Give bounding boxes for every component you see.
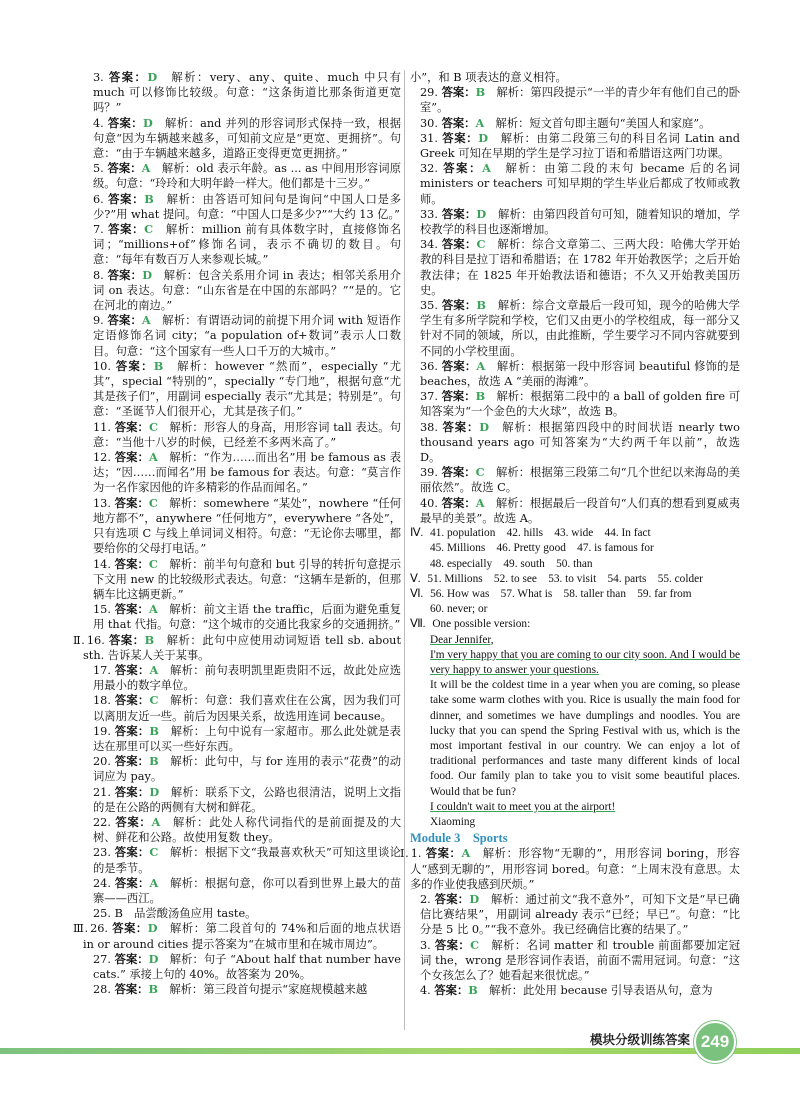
answer-number: 10.	[93, 359, 111, 373]
answer-explanation: 解析：句子 “About half that number have cats.” 承接上句的 40%。故答案为 20%。	[93, 952, 401, 981]
answer-item	[83, 557, 401, 603]
answer-item	[410, 237, 740, 298]
answer-letter: A	[149, 875, 159, 890]
answer-item	[410, 359, 740, 389]
answer-letter: A	[149, 662, 159, 677]
answer-explanation: 解析：前句表明凯里距贵阳不远，故此处应选用最小的数字单位。	[93, 663, 401, 693]
section-6-line-2: 60. never; or	[430, 603, 488, 616]
answer-item	[83, 815, 401, 845]
answer-explanation: 解析：somewhere “某处”，nowhere “任何地方都不”，anywhere “任何地方”，everywhere “各处”，只有选项 C 与线上单词词义相符。句意：“无论你去哪里，都要给你的父母打电话。”	[93, 496, 401, 556]
section-5-label: Ⅴ.	[410, 572, 421, 585]
answer-explanation: 解析：通过前文“我不意外”，可知下文是“早已确信比赛结果”，用副词 already 表示“已经；早已”。句意：“比分是 5 比 0。”“我不意外。我已经确信比赛的结果了。”	[420, 892, 740, 937]
answer-explanation: 解析：根据第三段第二句“几个世纪以来海岛的美丽依然”。故选 C。	[420, 466, 740, 495]
answer-number: 25.	[93, 907, 111, 921]
answer-number: 3.	[93, 71, 104, 84]
answer-explanation: 解析：根据第一段中形容词 beautiful 修饰的是 beaches，故选 A “美丽的海滩”。	[420, 359, 740, 389]
answer-letter: B	[144, 191, 154, 206]
answer-item	[83, 982, 401, 997]
answer-letter: C	[476, 237, 486, 252]
section-4	[410, 526, 740, 572]
answer-item	[83, 313, 401, 359]
answer-letter: A	[149, 450, 158, 465]
answer-number: 29.	[420, 86, 438, 100]
answer-item	[410, 298, 740, 359]
answer-explanation: 解析：此处人称代词指代的是前面提及的大树、鲜花和公路。故使用复数 they。	[93, 815, 401, 845]
section-5-line: 51. Millions 52. to see 53. to visit 54. parts 55. colder	[427, 572, 703, 585]
answer-explanation: 解析：根据第二段中的 a ball of golden fire 可知答案为“一个金色的大火球”，故选 B。	[420, 390, 741, 419]
answer-letter: D	[147, 921, 158, 936]
answer-number: 39.	[420, 466, 438, 480]
answer-explanation: 解析：短文首句即主题句“美国人和家庭”。	[484, 116, 711, 130]
answer-letter: D	[142, 267, 152, 282]
answer-label: 答案：	[441, 465, 476, 480]
answer-number: 28.	[93, 983, 111, 997]
answer-number: 40.	[420, 496, 438, 510]
section-6-line-1: 56. How was 57. What is 58. taller than 59. far from	[430, 587, 692, 600]
column-divider	[404, 70, 405, 1030]
letter-signature: Xiaoming	[430, 815, 476, 828]
answer-explanation: 解析：包含关系用介词 in 表达；相邻关系用介词 on 表达。句意：“山东省是在中国的东部吗？”“是的。它在河北的南边。”	[93, 268, 401, 313]
answer-number: 21.	[93, 785, 111, 799]
answer-item	[83, 876, 401, 906]
letter-opening: I'm very happy that you are coming to our city soon. And I would be very happy to answer your questions.	[430, 648, 740, 676]
right-top-continuation: 小”，和 B 项表达的意义相符。	[410, 71, 567, 84]
answer-item	[83, 222, 401, 268]
answer-number: 31.	[420, 131, 438, 145]
answer-label: 答案：	[114, 754, 150, 769]
section-label: Ⅲ.	[73, 922, 89, 936]
answer-explanation: 解析：第三段首句提示“家庭规模越来越	[158, 983, 368, 997]
module-heading: Module 3 Sports	[410, 831, 508, 846]
answer-label: 答案：	[114, 723, 150, 738]
answer-item	[83, 845, 401, 875]
answer-letter: A	[151, 814, 161, 829]
answer-label: 答案：	[114, 951, 149, 966]
answer-letter: A	[475, 495, 485, 510]
answer-letter: A	[141, 313, 151, 328]
section-label: Ⅱ.	[73, 633, 85, 647]
answer-number: 4.	[93, 116, 104, 130]
answer-label: 答案：	[441, 358, 477, 373]
answer-letter: D	[478, 130, 489, 145]
answer-item	[410, 131, 740, 161]
letter-body: It will be the coldest time in a year when you are coming, so please take some warm clothes with you. Rice is usually the main food for dinner, and sometimes we have dumplings and noodles. You are lucky that you can spend the Spring Festival with us, which is the most important festival in our country. We can enjoy a lot of traditional performances and taste many different kinds of local food. Our family plan to take you to visit some beautiful places. Would that be fun?	[430, 679, 740, 798]
page-number: 249	[694, 1021, 736, 1063]
answer-number: 36.	[420, 359, 438, 373]
answer-number: 16.	[86, 633, 105, 647]
answer-number: 20.	[93, 755, 111, 769]
answer-label: 答案：	[114, 602, 149, 617]
answer-explanation: 解析：根据下文“我最喜欢秋天”可知这里谈论的是季节。	[93, 846, 401, 875]
section-6	[410, 587, 740, 617]
left-column	[73, 70, 402, 997]
section-7	[410, 617, 740, 830]
answer-number: 4.	[420, 984, 431, 998]
answer-label: 答案：	[434, 983, 469, 998]
answer-letter: C	[148, 419, 158, 434]
answer-letter: B	[476, 298, 487, 313]
answer-letter: D	[469, 891, 480, 906]
section-4-line-1: 41. population 42. hills 43. wide 44. In fact	[430, 527, 651, 540]
answer-letter: C	[149, 845, 159, 860]
answer-number: 35.	[420, 299, 438, 313]
answer-explanation: 解析：million 前有具体数字时，直接修饰名词；“millions+of”修饰名词，表示不确切的数目。句意：“每年有数百万人来参观长城。”	[93, 223, 401, 267]
answer-label: 答案：	[441, 298, 477, 313]
answer-explanation: 解析：由第四段首句可知，随着知识的增加，学校教学的科目也逐渐增加。	[420, 207, 740, 237]
answer-number: 17.	[93, 663, 111, 677]
answer-letter: C	[148, 495, 158, 510]
answer-label: 答案：	[114, 784, 150, 799]
section-6-label: Ⅵ.	[410, 587, 424, 600]
answer-explanation: 解析：and 并列的形容词形式保持一致，根据句意“因为车辆越来越多，可知前文应是“更宽、更拥挤”。句意：“由于车辆越来越多，道路正变得更宽更拥挤。”	[93, 116, 401, 161]
answer-label: 答案：	[107, 115, 144, 130]
answer-number: 34.	[420, 238, 438, 252]
answer-explanation: 解析：名词 matter 和 trouble 前面都要加定冠词 the，wrong 是形容词作表语，前面不需用冠词。句意：“这个女孩怎么了？她看起来很忧虑。”	[420, 938, 740, 982]
answer-label: 答案：	[108, 632, 145, 647]
answer-number: 38.	[420, 420, 438, 434]
answer-item	[410, 496, 740, 526]
answer-label: 答案：	[425, 846, 462, 861]
answer-item	[410, 420, 740, 466]
answer-letter: D	[147, 70, 158, 84]
answer-letter: C	[144, 222, 154, 237]
answer-label: 答案：	[107, 267, 143, 282]
answer-number: 2.	[420, 892, 431, 906]
answer-explanation: 解析：上句中说有一家超市。那么此处就是表达在那里可以买一些好东西。	[93, 724, 401, 753]
answer-letter: C	[475, 465, 485, 480]
answer-explanation: 解析：very、any、quite、much 中只有 much 可以修饰比较级。句意：“这条街道比那条街道更宽吗？”	[93, 71, 401, 115]
answer-item	[83, 602, 401, 632]
section-4-label: Ⅳ.	[410, 527, 424, 540]
answer-letter: B	[148, 982, 159, 997]
answer-letter: C	[470, 937, 480, 952]
answer-number: 32.	[420, 162, 438, 176]
answer-explanation: 解析：由第二段第三句的科目名词 Latin and Greek 可知在早期的学生是学习拉丁语和希腊语这两门功课。	[420, 131, 740, 161]
answer-letter: D	[143, 115, 153, 130]
answer-label: 答案：	[441, 85, 476, 100]
answer-explanation: 解析：综合文章最后一段可知，现今的哈佛大学学生有多所学院和学校，它们又由更小的学校组成，每一部分又针对不同的领域，所以，由此推断，学生要学习不同内容就要到不同的小学校里面。	[420, 299, 740, 358]
answer-label: 答案：	[114, 495, 149, 510]
answer-label: 答案：	[441, 495, 476, 510]
answer-letter: B	[468, 983, 478, 998]
answer-item	[83, 724, 401, 754]
answer-number: 13.	[93, 496, 111, 510]
answer-letter: C	[148, 556, 158, 571]
answer-number: 26.	[90, 922, 109, 936]
answer-item	[83, 693, 401, 723]
answer-item	[83, 268, 401, 314]
answer-number: 9.	[93, 314, 104, 328]
answer-explanation: 解析：前半句句意和 but 引导的转折句意提示下文用 new 的比较级形式表达。句意：“这辆车是新的，但那辆车比这辆更新。”	[93, 557, 401, 601]
answer-letter: C	[149, 693, 159, 708]
answer-item	[73, 632, 401, 663]
answer-explanation: 解析：前文主语 the traffic，后面为避免重复用 that 代指。句意：“这个城市的交通比我家乡的交通拥挤。”	[93, 603, 401, 632]
answer-letter: B	[153, 358, 164, 373]
section-4-line-2: 45. Millions 46. Pretty good 47. is famous for	[430, 542, 654, 555]
answer-label: 答案：	[114, 662, 150, 677]
answer-letter: A	[148, 602, 158, 617]
answer-explanation: 解析：old 表示年龄。as ... as 中间用形容词原级。句意：“玲玲和大明年龄一样大。他们都是十三岁。”	[93, 162, 401, 191]
answer-label: 答案：	[114, 450, 150, 465]
answer-item	[83, 906, 401, 921]
answer-label: 答案：	[114, 419, 149, 434]
answer-explanation: 解析：第四段提示“一半的青少年有他们自己的卧室”。	[420, 86, 740, 115]
answer-number: 14.	[93, 557, 111, 571]
answer-label: 答案：	[434, 891, 470, 906]
answer-label: 答案：	[108, 191, 145, 206]
module-answer-list	[400, 846, 740, 998]
answer-label: 答案：	[442, 419, 480, 434]
answer-number: 15.	[93, 603, 111, 617]
answer-item	[83, 192, 401, 222]
answer-item	[410, 85, 740, 115]
answer-number: 19.	[93, 724, 111, 738]
answer-letter: D	[476, 206, 487, 221]
answer-item	[83, 161, 401, 191]
section-7-intro: One possible version:	[432, 618, 531, 631]
right-answer-list	[410, 85, 740, 526]
answer-number: 3.	[420, 938, 431, 952]
answer-item	[83, 420, 401, 450]
answer-item	[410, 938, 740, 984]
answer-explanation: 解析：根据第四段中的时间状语 nearly two thousand years ago 可知答案为“大约两千年以前”，故选 D。	[420, 420, 740, 465]
answer-label: 答案：	[114, 982, 149, 997]
answer-number: 7.	[93, 223, 104, 237]
answer-item	[83, 754, 401, 784]
answer-item	[83, 450, 401, 496]
answer-number: 8.	[93, 268, 104, 282]
answer-explanation: 解析：第二段首句的 74%和后面的地点状语 in or around cities 提示答案为“在城市里和在城市周边”。	[83, 922, 401, 951]
letter-closing: I couldn't wait to meet you at the airport!	[430, 800, 616, 813]
answer-item	[73, 921, 401, 951]
answer-item	[410, 389, 740, 419]
answer-explanation: 解析：根据句意，你可以看到世界上最大的苗寨——西江。	[93, 876, 401, 905]
answer-explanation: 解析：however “然而”，especially “尤其”，special “特别的”，specially “专门地”，根据句意“尤其是孩子们”，用副词 especially 表示“尤其是；特别是”。句意：“圣诞节人们很开心，尤其是孩子们。”	[93, 359, 402, 419]
answer-label: 答案：	[115, 358, 154, 373]
answer-item	[410, 116, 740, 131]
answer-letter: A	[461, 846, 471, 861]
answer-label: 答案：	[434, 937, 471, 952]
answer-letter: B	[144, 632, 155, 647]
section-4-line-3: 48. especially 49. south 50. than	[430, 557, 593, 570]
answer-letter: B	[149, 723, 159, 738]
answer-number: 5.	[93, 162, 104, 176]
answer-item	[83, 116, 401, 162]
answer-number: 12.	[93, 451, 111, 465]
answer-label: 答案：	[107, 161, 142, 176]
answer-explanation: 解析：联系下文，公路也很清洁，说明上文指的是在公路的两侧有大树和鲜花。	[93, 785, 401, 814]
letter-salutation: Dear Jennifer,	[430, 633, 494, 646]
answer-label: 答案：	[114, 845, 150, 860]
answer-explanation: 解析：形容人的身高，用形容词 tall 表达。句意：“当他十八岁的时候，已经差不多两米高了。”	[93, 420, 402, 449]
answer-letter: A	[141, 161, 151, 176]
answer-label: 答案：	[441, 389, 476, 404]
answer-label: 答案：	[114, 693, 150, 708]
answer-item	[410, 207, 740, 237]
answer-letter: B	[475, 85, 486, 100]
answer-explanation: 解析：形容物“无聊的”，用形容词 boring，形容人“感到无聊的”，用形容词 bored。句意：“上周末没有意思。太多的作业使我感到厌烦。”	[410, 847, 740, 891]
answer-explanation: 解析：根据最后一段首句“人们真的想看到夏威夷最早的美景”。故选 A。	[420, 496, 740, 525]
right-column	[400, 70, 741, 998]
footer-title: 模块分级训练答案	[590, 1032, 691, 1047]
answer-number: 11.	[93, 420, 111, 434]
section-7-label: Ⅶ.	[410, 618, 426, 631]
answer-label: 答案：	[442, 130, 479, 145]
answer-explanation: B 品尝酸汤鱼应用 taste。	[114, 907, 257, 921]
answer-number: 30.	[420, 116, 438, 130]
answer-letter: D	[148, 951, 159, 966]
answer-label: 答案：	[114, 875, 150, 890]
answer-explanation: 解析：由第二段的末句 became 后的名词 ministers or teachers 可知早期的学生毕业后都成了牧师或教师。	[420, 162, 740, 206]
answer-item	[410, 892, 740, 938]
answer-number: 27.	[93, 952, 111, 966]
answer-item	[83, 663, 401, 693]
answer-number: 33.	[420, 207, 438, 221]
answer-label: 答案：	[112, 921, 148, 936]
answer-number: 1.	[410, 847, 422, 861]
answer-item	[83, 785, 401, 815]
answer-number: 24.	[93, 876, 111, 890]
answer-explanation: 解析：综合文章第二、三两大段：哈佛大学开始教的科目是拉丁语和希腊语；在 1782 年开始教医学；之后开始教法律；在 1825 年开始教法语和德语；不久又开始教美国历史。	[420, 238, 740, 297]
answer-letter: B	[475, 389, 486, 404]
answer-item	[83, 952, 401, 982]
answer-label: 答案：	[443, 161, 483, 176]
section-5	[410, 572, 740, 587]
answer-number: 18.	[93, 694, 111, 708]
answer-label: 答案：	[108, 222, 145, 237]
answer-label: 答案：	[107, 313, 142, 328]
answer-item	[410, 161, 740, 207]
answer-label: 答案：	[114, 556, 149, 571]
answer-explanation: 解析：此句中，与 for 连用的表示“花费”的动词应为 pay。	[93, 755, 401, 784]
answer-letter: D	[149, 784, 160, 799]
answer-label: 答案：	[441, 115, 476, 130]
answer-letter: A	[475, 115, 485, 130]
answer-item	[410, 983, 740, 998]
answer-letter: A	[482, 161, 491, 176]
answer-item	[410, 465, 740, 495]
answer-letter: B	[149, 754, 159, 769]
answer-item	[400, 846, 740, 892]
answer-explanation: 解析：有谓语动词的前提下用介词 with 短语作定语修饰名词 city；“a population of+数词”表示人口数目。句意：“这个国家有一些人口千万的大城市。”	[93, 314, 401, 358]
answer-number: 23.	[93, 846, 111, 860]
answer-label: 答案：	[441, 206, 477, 221]
answer-label: 答案：	[108, 70, 148, 84]
section-label: Ⅰ.	[400, 847, 409, 861]
answer-letter: A	[476, 358, 486, 373]
answer-item	[83, 70, 401, 116]
answer-explanation: 解析：句意：我们喜欢住在公寓，因为我们可以离朋友近一些。前后为因果关系，故选用连词 because。	[93, 694, 401, 723]
answer-number: 6.	[93, 192, 104, 206]
answer-number: 37.	[420, 390, 438, 404]
answer-explanation: 解析：此处用 because 引导表语从句，意为	[477, 984, 713, 998]
answer-item	[83, 496, 401, 557]
answer-letter: D	[479, 419, 490, 434]
answer-number: 22.	[93, 815, 111, 829]
answer-label: 答案：	[441, 237, 477, 252]
answer-explanation: 解析：此句中应使用动词短语 tell sb. about sth. 告诉某人关于某事。	[83, 633, 401, 662]
answer-explanation: 解析：由答语可知问句是询问“中国人口是多少?”用 what 提问。句意：“中国人口是多少?”“大约 13 亿。”	[93, 192, 401, 221]
answer-label: 答案：	[115, 814, 152, 829]
answer-item	[83, 359, 401, 420]
answer-explanation: 解析：“作为……而出名”用 be famous as 表达；“因……而闻名”用 be famous for 表达。句意：“莫言作为一名作家因他的许多精彩的作品而闻名。”	[93, 451, 401, 495]
